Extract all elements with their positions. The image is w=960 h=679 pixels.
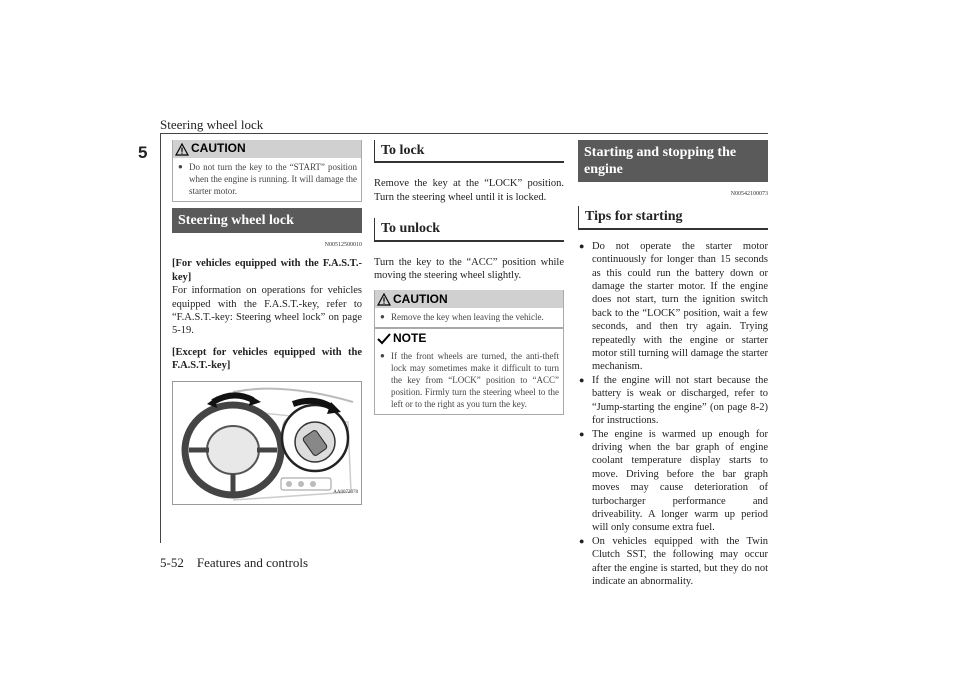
reference-code: N00542100073 [730, 191, 768, 197]
caution-header [173, 140, 361, 158]
caution-item: ● Do not turn the key to the “START” position when the engine is running. It will damage the starter motor. [189, 161, 357, 197]
to-unlock-title: To unlock [374, 218, 564, 241]
note-header [375, 328, 563, 347]
page-footer [160, 555, 308, 571]
tip-item: ● If the engine will not start because the battery is weak or discharged, refer to “Jump-starting the engine” (on page 8-2) for instructions. [592, 374, 768, 428]
footer-section: Features and controls [196, 555, 309, 570]
column-right [578, 140, 768, 588]
reference-code: N00512500010 [324, 242, 362, 248]
figure-code: AA0072078 [333, 490, 358, 496]
page-number: 5-52 [160, 555, 184, 570]
caution-label: CAUTION [393, 291, 448, 306]
to-unlock-text: Turn the key to the “ACC” position while moving the steering wheel slightly. [374, 256, 564, 282]
caution-box [374, 290, 564, 328]
tip-item: ● Do not operate the starter motor continuously for longer than 15 seconds as this could run the battery down or damage the starter motor. If the engine does not start, turn the ignition switch back to the “LOCK” position, wait a few seconds, and then try again. Trying repeatedly with the engine or starter motor still turning will damage the starter mechanism. [592, 240, 768, 374]
column-middle [374, 140, 564, 421]
caution-label: CAUTION [191, 141, 246, 156]
note-box [374, 328, 564, 415]
pencil-check-icon [377, 332, 391, 345]
tip-item: ● On vehicles equipped with the Twin Clutch SST, the following may occur after the engine is started, but they do not indicate an abnormality. [592, 535, 768, 589]
to-lock-text: Remove the key at the “LOCK” position. Turn the steering wheel until it is locked. [374, 178, 564, 203]
note-item: ● If the front wheels are turned, the anti-theft lock may sometimes make it difficult to turn the key from “LOCK” position to “ACC” position. Firmly turn the steering wheel to the left or to the right as you turn the key. [391, 350, 559, 410]
steering-lock-figure [172, 381, 362, 505]
column-left [172, 140, 362, 505]
fast-key-heading: [For vehicles equipped with the F.A.S.T.-key] [172, 258, 362, 283]
caution-header [375, 290, 563, 308]
margin-rule [160, 133, 161, 543]
running-title: Steering wheel lock [160, 117, 264, 132]
except-heading: [Except for vehicles equipped with the F.A.S.T.-key] [172, 346, 362, 372]
caution-box [172, 140, 362, 202]
tips-list [578, 240, 768, 589]
note-label: NOTE [393, 330, 427, 345]
warning-triangle-icon [377, 293, 391, 306]
chapter-number: 5 [138, 143, 148, 162]
section-title: Starting and stopping the engine [578, 140, 768, 182]
tip-item: ● The engine is warmed up enough for driving when the bar graph of engine coolant temperature display starts to move. Driving before the bar graph moves may cause deterioration of turbocharger performance and driveability. A longer warm up period will only consume extra fuel. [592, 428, 768, 535]
header-rule [160, 133, 768, 134]
tips-title: Tips for starting [578, 206, 768, 229]
caution-item: ● Remove the key when leaving the vehicle. [391, 311, 559, 323]
section-title: Steering wheel lock [172, 208, 362, 233]
fast-key-text: For information on operations for vehicles equipped with the F.A.S.T.-key, refer to “F.A.S.T.-key: Steering wheel lock” on page 5-19. [172, 285, 362, 337]
to-lock-title: To lock [374, 140, 564, 163]
warning-triangle-icon [175, 143, 189, 156]
